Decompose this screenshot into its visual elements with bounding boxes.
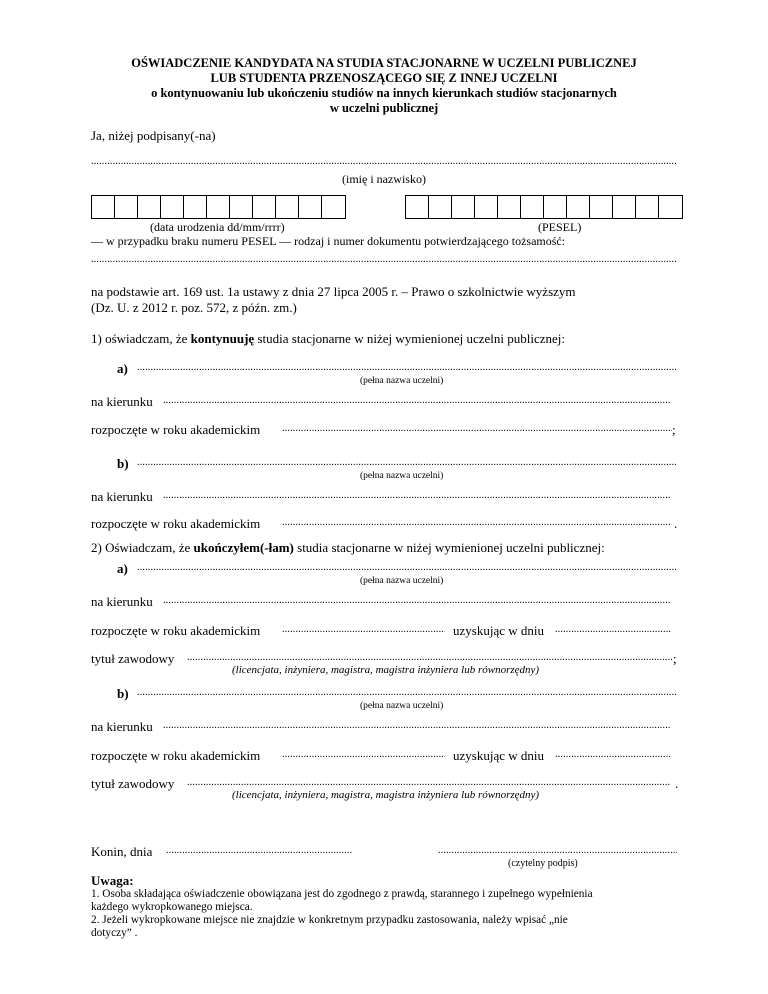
form-title-line-2: LUB STUDENTA PRZENOSZĄCEGO SIĘ Z INNEJ UCZELNI	[210, 71, 558, 85]
section-2b-obtaining-date[interactable]	[555, 749, 671, 760]
section-2b-end-mark: .	[675, 776, 679, 791]
section-2b-title-caption: (licencjata, inżyniera, magistra, magistra inżyniera lub równorzędny)	[232, 789, 540, 801]
note-2-line-2: dotyczy” .	[91, 927, 138, 939]
dob-digit-box[interactable]	[115, 196, 138, 218]
section-1-item-b-marker: b)	[117, 456, 129, 471]
section-1b-university-caption: (pełna nazwa uczelni)	[360, 471, 444, 481]
pesel-digit-box[interactable]	[452, 196, 475, 218]
pesel-digit-box[interactable]	[567, 196, 590, 218]
section-1a-started-input[interactable]	[282, 423, 672, 434]
section-1a-field-label: na kierunku	[91, 394, 153, 409]
pesel-digit-box[interactable]	[498, 196, 521, 218]
dob-digit-box[interactable]	[161, 196, 184, 218]
pesel-digit-box[interactable]	[544, 196, 567, 218]
section-2b-started-label: rozpoczęte w roku akademickim	[91, 748, 261, 763]
section-2b-field-input[interactable]	[163, 720, 671, 731]
dob-digit-box[interactable]	[207, 196, 230, 218]
section-1a-end-mark: ;	[672, 422, 676, 437]
section-1b-started-input[interactable]	[282, 517, 670, 528]
section-2-item-b-marker: b)	[117, 686, 129, 701]
section-1a-university-field[interactable]	[137, 362, 677, 373]
pesel-digit-box[interactable]	[429, 196, 452, 218]
section-1b-started-label: rozpoczęte w roku akademickim	[91, 516, 261, 531]
section-1-item-a-marker: a)	[117, 361, 128, 376]
legal-basis-line-2: (Dz. U. z 2012 r. poz. 572, z późn. zm.)	[91, 300, 297, 315]
pesel-digit-box[interactable]	[475, 196, 498, 218]
form-subtitle-line-1: o kontynuowaniu lub ukończeniu studiów na innych kierunkach studiów stacjonarnych	[151, 86, 617, 100]
dob-digit-box[interactable]	[138, 196, 161, 218]
section-2a-university-caption: (pełna nazwa uczelni)	[360, 576, 444, 586]
section-1-lead: 1) oświadczam, że	[91, 331, 191, 346]
signature-field[interactable]	[438, 845, 677, 856]
pesel-digit-box[interactable]	[636, 196, 659, 218]
pesel-digit-box[interactable]	[659, 196, 682, 218]
signer-label: Ja, niżej podpisany(-na)	[91, 128, 216, 143]
note-2-line-1: 2. Jeżeli wykropkowane miejsce nie znajdzie w konkretnym przypadku zastosowania, należy wpisać „nie	[91, 914, 568, 926]
name-caption: (imię i nazwisko)	[342, 172, 426, 186]
section-2a-end-mark: ;	[673, 651, 677, 666]
section-1b-field-input[interactable]	[163, 490, 671, 501]
dob-boxes[interactable]	[91, 195, 346, 219]
section-2b-university-caption: (pełna nazwa uczelni)	[360, 701, 444, 711]
section-1-tail: studia stacjonarne w niżej wymienionej uczelni publicznej:	[254, 331, 566, 346]
section-2a-university-field[interactable]	[137, 562, 677, 573]
section-2a-title-caption: (licencjata, inżyniera, magistra, magistra inżyniera lub równorzędny)	[232, 664, 540, 676]
pesel-boxes[interactable]	[405, 195, 683, 219]
dob-digit-box[interactable]	[230, 196, 253, 218]
section-2-keyword: ukończyłem(-łam)	[193, 540, 294, 555]
no-pesel-note: — w przypadku braku numeru PESEL — rodzaj i numer dokumentu potwierdzającego tożsamość:	[91, 234, 566, 248]
section-1a-started-label: rozpoczęte w roku akademickim	[91, 422, 261, 437]
section-1a-university-caption: (pełna nazwa uczelni)	[360, 376, 444, 386]
section-2b-university-field[interactable]	[137, 687, 677, 698]
date-field[interactable]	[166, 845, 352, 856]
dob-digit-box[interactable]	[253, 196, 276, 218]
section-2a-started-label: rozpoczęte w roku akademickim	[91, 623, 261, 638]
section-2b-field-label: na kierunku	[91, 719, 153, 734]
section-1-heading	[91, 331, 565, 347]
pesel-caption: (PESEL)	[538, 220, 582, 234]
pesel-digit-box[interactable]	[521, 196, 544, 218]
pesel-digit-box[interactable]	[590, 196, 613, 218]
section-2-lead: 2) Oświadczam, że	[91, 540, 194, 555]
note-1-line-2: każdego wykropkowanego miejsca.	[91, 901, 253, 913]
form-subtitle-line-2: w uczelni publicznej	[329, 101, 439, 115]
section-2a-title-input[interactable]	[187, 652, 673, 663]
signature-caption: (czytelny podpis)	[508, 858, 578, 869]
dob-caption: (data urodzenia dd/mm/rrrr)	[150, 220, 285, 234]
legal-basis-line-1: na podstawie art. 169 ust. 1a ustawy z dnia 27 lipca 2005 r. – Prawo o szkolnictwie wyższym	[91, 284, 576, 299]
section-1b-university-field[interactable]	[137, 457, 677, 468]
dob-digit-box[interactable]	[322, 196, 345, 218]
notes-heading: Uwaga:	[91, 873, 134, 888]
section-2b-obtaining-label: uzyskując w dniu	[453, 748, 544, 763]
section-2b-started-input[interactable]	[282, 749, 445, 760]
section-2a-title-label: tytuł zawodowy	[91, 651, 175, 666]
pesel-digit-box[interactable]	[613, 196, 636, 218]
name-field[interactable]	[91, 156, 677, 167]
dob-digit-box[interactable]	[92, 196, 115, 218]
dob-digit-box[interactable]	[299, 196, 322, 218]
pesel-digit-box[interactable]	[406, 196, 429, 218]
section-1-keyword: kontynuuję	[190, 331, 255, 346]
form-title-line-1: OŚWIADCZENIE KANDYDATA NA STUDIA STACJONARNE W UCZELNI PUBLICZNEJ	[131, 56, 637, 70]
dob-digit-box[interactable]	[276, 196, 299, 218]
id-document-field[interactable]	[91, 254, 677, 265]
section-2a-obtaining-date[interactable]	[555, 624, 671, 635]
section-1a-field-input[interactable]	[163, 395, 671, 406]
section-2-heading	[91, 540, 605, 556]
section-2b-title-input[interactable]	[187, 777, 671, 788]
section-2a-field-input[interactable]	[163, 595, 671, 606]
section-2a-field-label: na kierunku	[91, 594, 153, 609]
note-1-line-1: 1. Osoba składająca oświadczenie obowiązana jest do zgodnego z prawdą, starannego i zupełnego wypełnienia	[91, 888, 593, 900]
place-date-label: Konin, dnia	[91, 844, 153, 859]
section-2b-title-label: tytuł zawodowy	[91, 776, 175, 791]
section-2a-obtaining-label: uzyskując w dniu	[453, 623, 544, 638]
section-1b-field-label: na kierunku	[91, 489, 153, 504]
section-2a-started-input[interactable]	[282, 624, 445, 635]
section-2-item-a-marker: a)	[117, 561, 128, 576]
section-2-tail: studia stacjonarne w niżej wymienionej uczelni publicznej:	[293, 540, 605, 555]
section-1b-end-mark: .	[674, 516, 678, 531]
dob-digit-box[interactable]	[184, 196, 207, 218]
